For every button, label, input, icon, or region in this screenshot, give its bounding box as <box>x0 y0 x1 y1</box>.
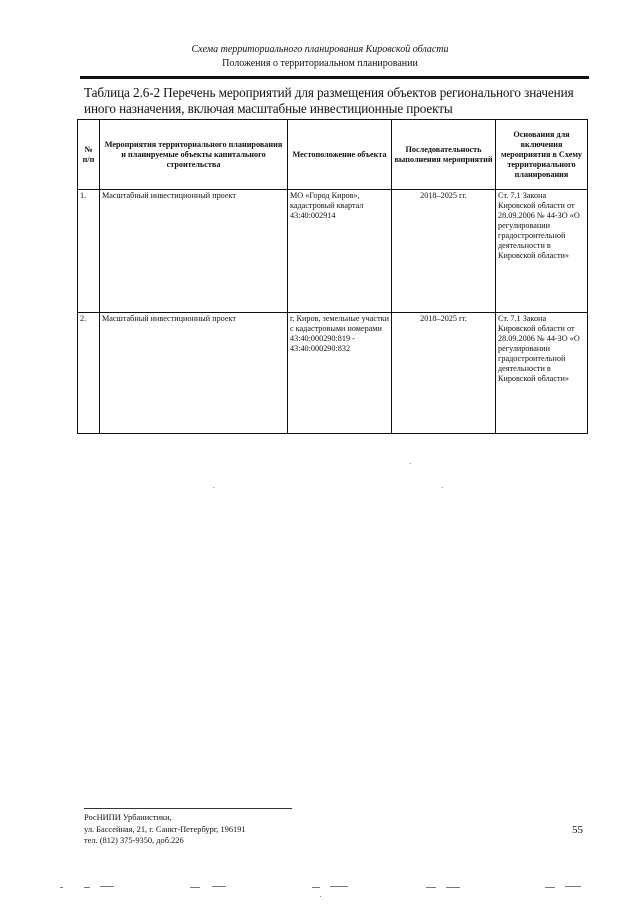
page-number: 55 <box>572 824 583 836</box>
table-row <box>78 190 588 313</box>
cell-basis: Ст. 7.1 Закона Кировской области от 28.09.2006 № 44-ЗО «О регулировании градостроительной деятельности в Кировской области» <box>496 190 588 313</box>
col-header-sequence: Последовательность выполнения мероприятий <box>392 120 496 190</box>
scan-mark <box>446 887 460 888</box>
col-header-number: № п/п <box>78 120 100 190</box>
col-header-location: Местоположение объекта <box>288 120 392 190</box>
footer-address: ул. Бассейная, 21, г. Санкт-Петербург, 196191 <box>84 824 246 834</box>
cell-sequence: 2018–2025 гг. <box>392 313 496 434</box>
footer-phone: тел. (812) 375-9350, доб.226 <box>84 836 184 845</box>
scan-mark <box>330 886 348 887</box>
scan-mark <box>84 887 90 888</box>
cell-location: г. Киров, земельные участки с кадастровыми номерами 43:40:000290:819 - 43:40:000290:832 <box>288 313 392 434</box>
scan-speck <box>213 487 214 488</box>
cell-sequence: 2018–2025 гг. <box>392 190 496 313</box>
document-header-subtitle: Положения о территориальном планировании <box>222 58 418 69</box>
scan-mark <box>312 887 320 888</box>
scan-mark <box>426 887 436 888</box>
col-header-basis: Основания для включения мероприятия в Схему территориального планирования <box>496 120 588 190</box>
scan-speck <box>442 487 443 488</box>
cell-basis: Ст. 7.1 Закона Кировской области от 28.09.2006 № 44-ЗО «О регулировании градостроительной деятельности в Кировской области» <box>496 313 588 434</box>
footer-info <box>84 812 246 847</box>
footer-rule <box>84 808 292 809</box>
table-row <box>78 313 588 434</box>
scan-mark <box>565 886 581 887</box>
scan-mark <box>100 886 114 887</box>
scan-mark <box>60 887 63 888</box>
footer-org: РосНИПИ Урбанистики, <box>84 813 172 822</box>
scan-speck <box>320 896 321 897</box>
cell-location: МО «Город Киров», кадастровый квартал 43:40:002914 <box>288 190 392 313</box>
measures-table <box>77 119 588 434</box>
cell-measure: Масштабный инвестиционный проект <box>100 190 288 313</box>
col-header-measure: Мероприятия территориального планирования и планируемые объекты капитального строительства <box>100 120 288 190</box>
document-header-title: Схема территориального планирования Кировской области <box>191 44 449 55</box>
scan-mark <box>212 886 226 887</box>
scan-speck <box>410 463 411 464</box>
scan-mark <box>545 887 555 888</box>
cell-measure: Масштабный инвестиционный проект <box>100 313 288 434</box>
cell-number: 2. <box>78 313 100 434</box>
header-rule <box>80 76 589 79</box>
table-caption: Таблица 2.6-2 Перечень мероприятий для размещения объектов регионального значения иного назначения, включая масштабные инвестиционные проекты <box>84 85 574 116</box>
scan-mark <box>190 887 200 888</box>
cell-number: 1. <box>78 190 100 313</box>
table-header-row <box>78 120 588 190</box>
